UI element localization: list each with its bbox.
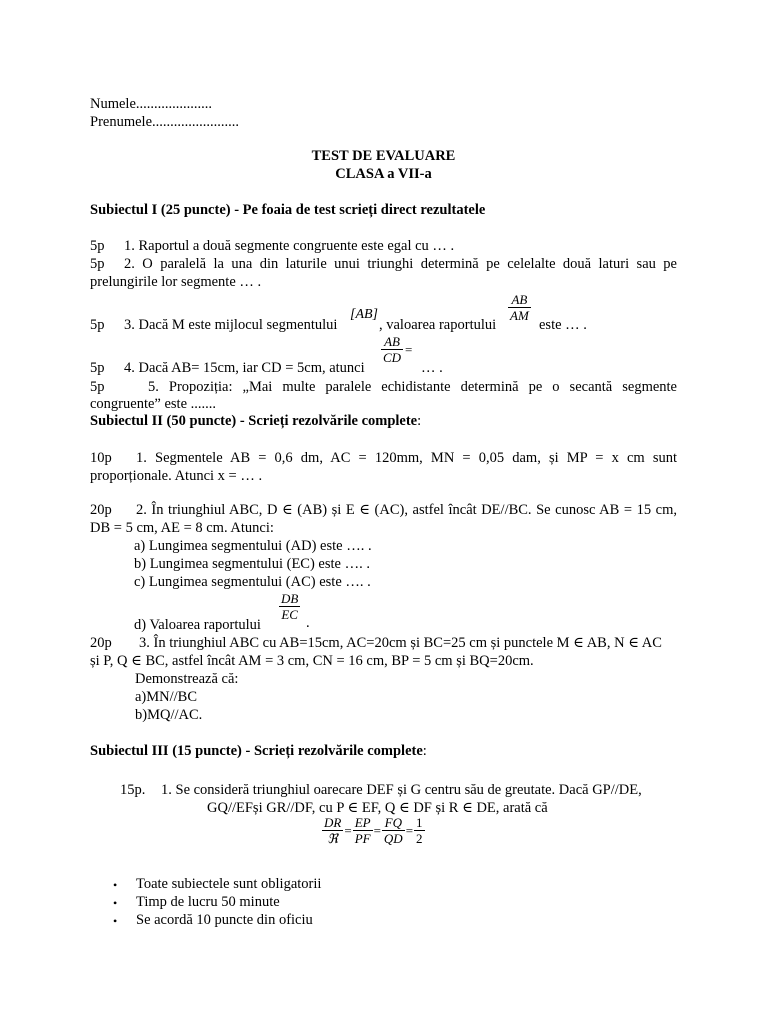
s1-q3-text-c: este … . — [539, 317, 587, 333]
fraction-denominator: ℜ — [322, 830, 343, 846]
s2-q1-text: 1. Segmentele AB = 0,6 dm, AC = 120mm, MN = 0,05 dam, și MP = x cm sunt — [136, 450, 677, 466]
fraction-denominator: 2 — [416, 831, 423, 846]
s1-q1-text: 1. Raportul a două segmente congruente este egal cu … . — [124, 238, 455, 254]
s2-q1-cont: proporționale. Atunci x = … . — [90, 468, 263, 484]
s2-q3-points: 20p — [90, 635, 112, 651]
fraction-denominator: AM — [510, 308, 529, 323]
ratio-equation — [322, 815, 425, 855]
fraction-ep-pf — [353, 815, 373, 846]
note-item: Toate subiectele sunt obligatorii — [136, 876, 322, 892]
s1-q4-text-a: 4. Dacă AB= 15cm, iar CD = 5cm, atunci — [124, 360, 365, 376]
fraction-numerator: 1 — [416, 815, 423, 830]
s1-q3-text-a: 3. Dacă M este mijlocul segmentului — [124, 317, 338, 333]
s1-q4-points: 5p — [90, 360, 105, 376]
subject2-heading — [90, 412, 421, 430]
s1-q2-cont: prelungirile lor segmente … . — [90, 274, 262, 290]
fraction-numerator: DR — [324, 815, 342, 830]
fraction-numerator: AB — [384, 334, 400, 349]
fraction-denominator: QD — [383, 831, 403, 846]
bullet-icon: • — [113, 914, 118, 928]
fraction-dr — [322, 815, 343, 846]
s1-q5-cont: congruente” este ....... — [90, 396, 217, 412]
s2-q2-cont: DB = 5 cm, AE = 8 cm. Atunci: — [90, 520, 274, 536]
s3-q1-cont: GQ//EFși GR//DF, cu P ∈ EF, Q ∈ DF și R ∈ DE, arată că — [207, 800, 548, 816]
class-title: CLASA a VII-a — [335, 166, 432, 182]
s1-q3-text-b: , valoarea raportului — [379, 317, 497, 333]
segment-ab-bracket: [AB] — [350, 307, 378, 322]
equals-sign: = — [405, 822, 414, 838]
fraction-period: . — [306, 615, 310, 631]
s2-q2-sub-a: a) Lungimea segmentului (AD) este …. . — [134, 538, 372, 554]
fraction-one-half — [414, 815, 425, 846]
fraction-numerator: DB — [281, 591, 299, 606]
subject2-heading-text: Subiectul II (50 puncte) - Scrieți rezolvările complete — [90, 413, 418, 429]
equals-sign: = — [373, 822, 381, 838]
s1-q2-text: 2. O paralelă la una din laturile unui triunghi determină pe celelalte două laturi sau pe — [124, 256, 677, 272]
s2-q2-points: 20p — [90, 502, 112, 518]
subject3-heading-text: Subiectul III (15 puncte) - Scrieți rezolvările complete — [90, 743, 423, 759]
subject3-heading — [90, 742, 427, 760]
s3-q1-text: 1. Se consideră triunghiul oarecare DEF și G centru său de greutate. Dacă GP//DE, — [161, 782, 642, 798]
s2-q1-points: 10p — [90, 450, 112, 466]
bullet-icon: • — [113, 878, 118, 892]
s2-q2-sub-d: d) Valoarea raportului — [134, 617, 261, 633]
fraction-numerator: FQ — [384, 815, 402, 830]
s2-q2-sub-b: b) Lungimea segmentului (EC) este …. . — [134, 556, 370, 572]
fraction-denominator: CD — [383, 350, 402, 365]
subject1-heading: Subiectul I (25 puncte) - Pe foaia de test scrieți direct rezultatele — [90, 202, 486, 218]
name-field-label: Numele..................... — [90, 96, 213, 112]
s2-q3-part-b: b)MQ//AC. — [135, 707, 203, 723]
s2-q2-sub-c: c) Lungimea segmentului (AC) este …. . — [134, 574, 371, 590]
s2-q3-text: 3. În triunghiul ABC cu AB=15cm, AC=20cm și BC=25 cm și punctele M ∈ AB, N ∈ AC — [139, 635, 662, 651]
s1-q2-points: 5p — [90, 256, 105, 272]
fraction-db-ec — [279, 591, 300, 622]
fraction-denominator: EC — [279, 606, 300, 622]
s1-q5-text: 5. Propoziția: „Mai multe paralele echidistante determină pe o secantă segmente — [148, 379, 677, 395]
fraction-ab-cd — [381, 334, 403, 365]
s1-q3-points: 5p — [90, 317, 105, 333]
s1-q1-points: 5p — [90, 238, 105, 254]
bullet-icon: • — [113, 896, 118, 910]
surname-field-label: Prenumele........................ — [90, 114, 240, 130]
note-item: Se acordă 10 puncte din oficiu — [136, 912, 313, 928]
fraction-numerator: AB — [511, 292, 528, 307]
s2-q2-text: 2. În triunghiul ABC, D ∈ (AB) și E ∈ (AC), astfel încât DE//BC. Se cunosc AB = 15 cm, — [136, 502, 677, 518]
fraction-ab-am — [508, 292, 531, 323]
test-title: TEST DE EVALUARE — [311, 148, 456, 164]
s2-q3-demo: Demonstrează că: — [135, 671, 239, 687]
fraction-numerator: EP — [354, 815, 371, 830]
subject3-heading-colon: : — [422, 743, 427, 759]
s1-q4-text-b: … . — [421, 360, 443, 376]
fraction-denominator: PF — [354, 831, 371, 846]
s2-q3-cont: și P, Q ∈ BC, astfel încât AM = 3 cm, CN = 16 cm, BP = 5 cm și BQ=20cm. — [90, 653, 534, 669]
s1-q5-points: 5p — [90, 379, 105, 395]
equals-sign: = — [344, 822, 352, 838]
s2-q3-part-a: a)MN//BC — [135, 689, 198, 705]
s3-q1-points: 15p. — [120, 782, 146, 798]
fraction-fq-qd — [382, 815, 405, 846]
subject2-heading-colon: : — [417, 413, 422, 429]
equals-sign: = — [405, 342, 413, 357]
note-item: Timp de lucru 50 minute — [136, 894, 280, 910]
